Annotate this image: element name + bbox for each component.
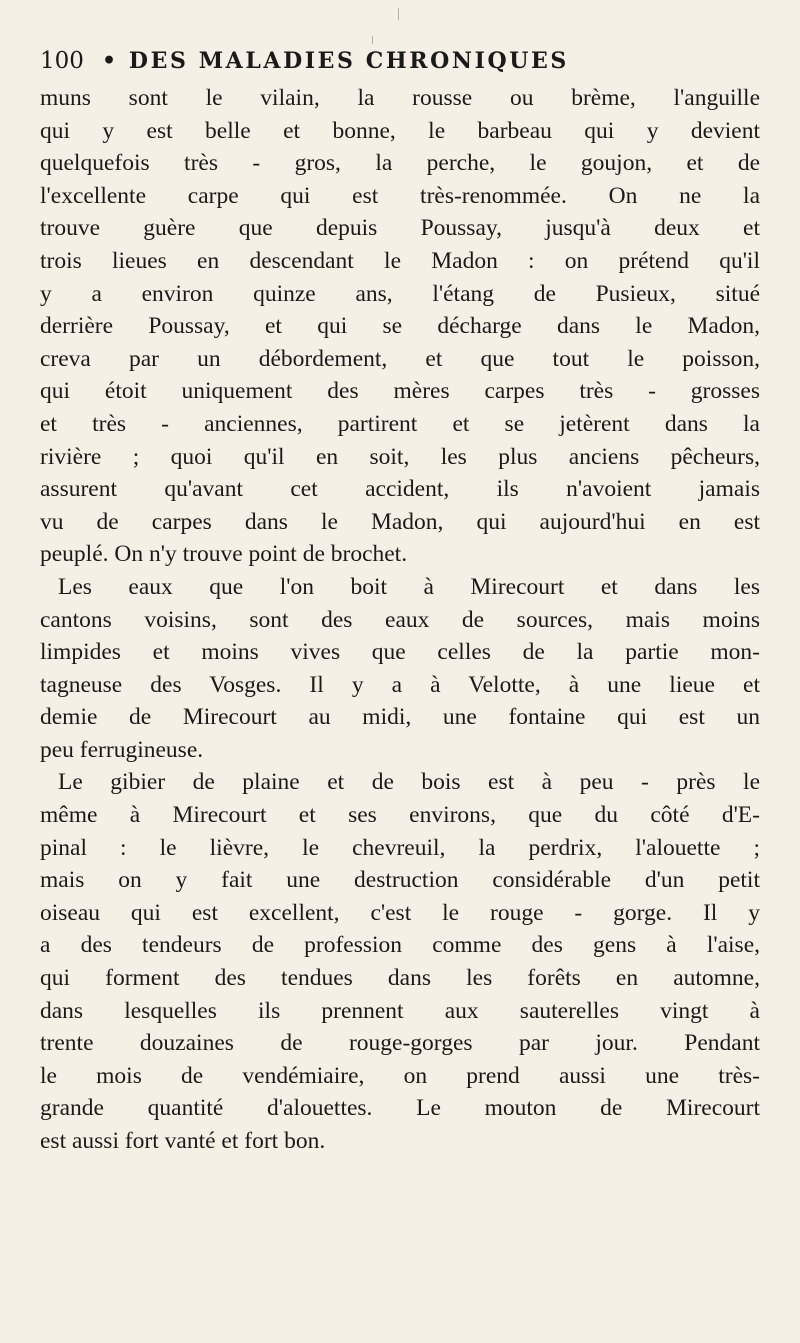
text-line: vu de carpes dans le Madon, qui aujourd'hui en est xyxy=(40,508,760,535)
text-line: trouve guère que depuis Poussay, jusqu'à deux et xyxy=(40,215,760,242)
text-line: limpides et moins vives que celles de la partie mon- xyxy=(40,639,760,666)
text-line: rivière ; quoi qu'il en soit, les plus anciens pêcheurs, xyxy=(40,443,760,470)
text-line: pinal : le lièvre, le chevreuil, la perdrix, l'alouette ; xyxy=(40,834,760,861)
text-line: cantons voisins, sont des eaux de sources, mais moins xyxy=(40,606,760,633)
text-line: creva par un débordement, et que tout le poisson, xyxy=(40,345,760,372)
running-head: • DES MALADIES CHRONIQUES xyxy=(102,48,569,74)
page-number: 100 xyxy=(40,48,84,74)
paragraph-end-line: peu ferrugineuse. xyxy=(40,736,204,763)
page-header xyxy=(40,44,740,78)
text-line: qui y est belle et bonne, le barbeau qui y devient xyxy=(40,117,760,144)
text-line: trente douzaines de rouge-gorges par jour. Pendant xyxy=(40,1030,760,1057)
text-line: trois lieues en descendant le Madon : on prétend qu'il xyxy=(40,247,760,274)
text-line: quelquefois très - gros, la perche, le goujon, et de xyxy=(40,150,760,177)
text-line: assurent qu'avant cet accident, ils n'avoient jamais xyxy=(40,476,760,503)
text-line: a des tendeurs de profession comme des gens à l'aise, xyxy=(40,932,760,959)
text-line: tagneuse des Vosges. Il y a à Velotte, à une lieue et xyxy=(40,671,760,698)
paragraph-start-line: Le gibier de plaine et de bois est à peu - près le xyxy=(58,769,760,796)
text-line: oiseau qui est excellent, c'est le rouge - gorge. Il y xyxy=(40,899,760,926)
text-line: le mois de vendémiaire, on prend aussi une très- xyxy=(40,1062,760,1089)
text-line: l'excellente carpe qui est très-renommée. On ne la xyxy=(40,182,760,209)
text-line: grande quantité d'alouettes. Le mouton de Mirecourt xyxy=(40,1095,760,1122)
text-line: muns sont le vilain, la rousse ou brème, l'anguille xyxy=(40,85,760,111)
body-text xyxy=(40,82,760,1158)
text-line: mais on y fait une destruction considérable d'un petit xyxy=(40,867,760,894)
text-line: demie de Mirecourt au midi, une fontaine qui est un xyxy=(40,704,760,731)
text-line: derrière Poussay, et qui se décharge dans le Madon, xyxy=(40,313,760,340)
paper-speck xyxy=(398,8,399,20)
text-line: dans lesquelles ils prennent aux sauterelles vingt à xyxy=(40,997,760,1024)
paragraph-end-line: est aussi fort vanté et fort bon. xyxy=(40,1128,326,1154)
text-line: et très - anciennes, partirent et se jetèrent dans la xyxy=(40,410,760,437)
text-line: y a environ quinze ans, l'étang de Pusieux, situé xyxy=(40,280,760,307)
paper-speck xyxy=(372,36,373,44)
paragraph-end-line: peuplé. On n'y trouve point de brochet. xyxy=(40,541,408,568)
text-line: qui étoit uniquement des mères carpes très - grosses xyxy=(40,378,760,405)
text-line: même à Mirecourt et ses environs, que du côté d'E- xyxy=(40,802,760,829)
text-line: qui forment des tendues dans les forêts en automne, xyxy=(40,965,760,992)
paragraph-start-line: Les eaux que l'on boit à Mirecourt et dans les xyxy=(58,573,760,600)
